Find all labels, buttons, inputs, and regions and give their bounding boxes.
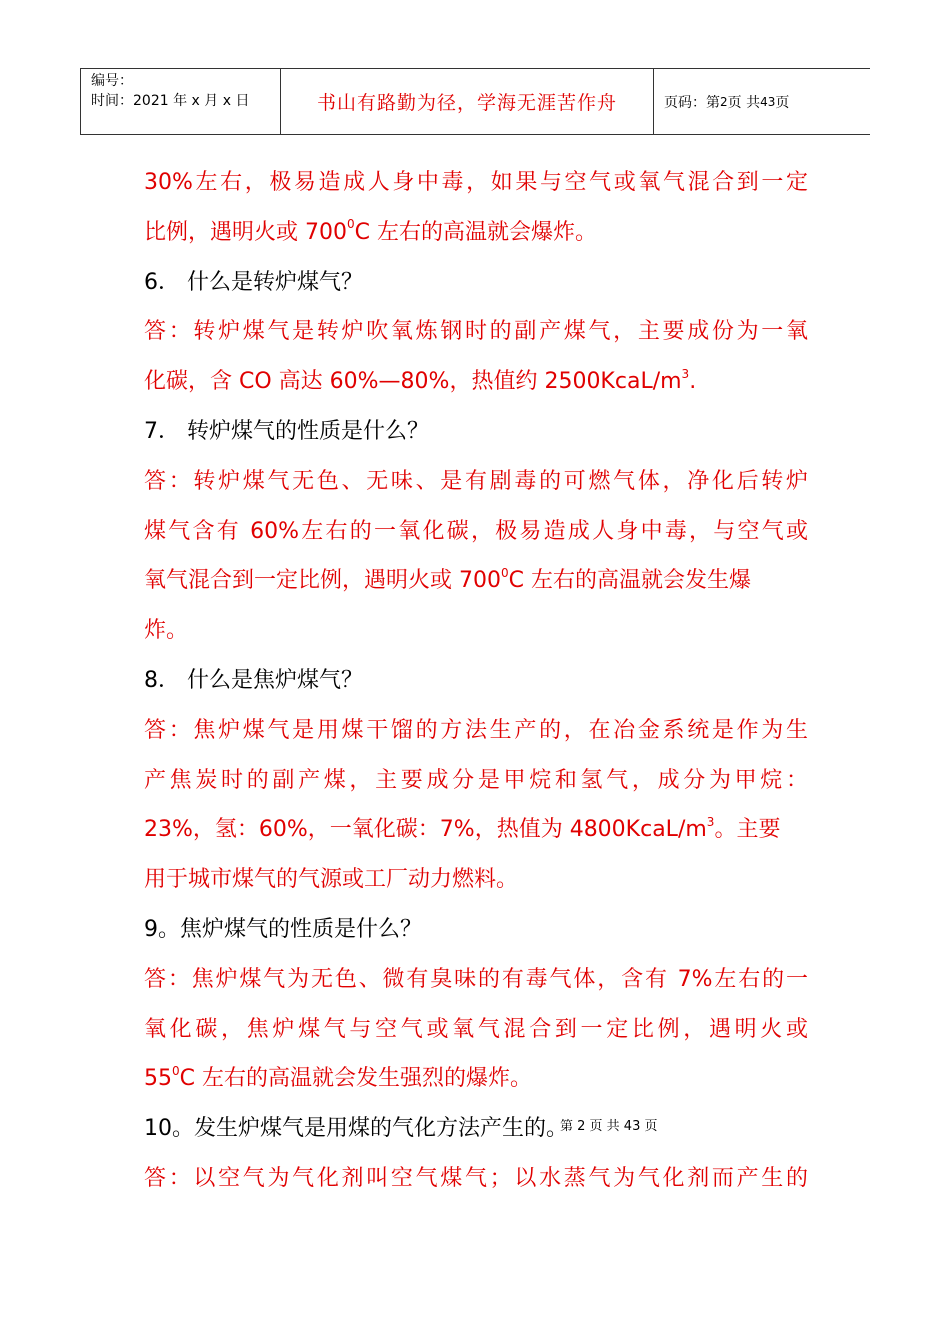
superscript: 0: [172, 1064, 180, 1079]
page-mid: 页 共: [727, 94, 761, 111]
line-text: 。主要: [714, 817, 781, 843]
answer-7-line: 炸。: [144, 618, 189, 644]
line-text: C 左右的高温就会发生爆: [508, 568, 751, 594]
page-end: 页: [775, 94, 790, 111]
question-8: 8． 什么是焦炉煤气？: [144, 667, 363, 693]
superscript: 0: [347, 217, 355, 232]
line-text: 化碳，含 CO 高达 60%—80%，热值约 2500KcaL/m: [144, 369, 682, 395]
line-text: C 左右的高温就会发生强烈的爆炸。: [179, 1066, 532, 1092]
answer-6-line: [144, 357, 808, 407]
header-table: [80, 68, 870, 135]
superscript: 3: [681, 366, 690, 381]
answer-10-line: 答：以空气为气化剂叫空气煤气；以水蒸气为气化剂而产生的: [144, 1165, 808, 1191]
number-label: 编号：: [91, 73, 133, 89]
page-total: 43: [760, 94, 776, 109]
answer-8-line: 用于城市煤气的气源或工厂动力燃料。: [144, 867, 519, 893]
answer-9-line: 答：焦炉煤气为无色、微有臭味的有毒气体，含有 7%左右的一: [144, 966, 808, 992]
line-text: 23%，氢：60%，一氧化碳：7%，热值为 4800KcaL/m: [144, 817, 707, 843]
line-text: .: [689, 369, 697, 395]
time-label: 时间：2021 年 x 月 x 日: [91, 93, 250, 109]
answer-7-line: 答：转炉煤气无色、无味、是有剧毒的可燃气体，净化后转炉: [144, 468, 808, 494]
question-9: 9。焦炉煤气的性质是什么？: [144, 916, 422, 942]
superscript: 0: [501, 566, 509, 581]
line-text: 55: [144, 1066, 172, 1092]
answer-8-line: 答：焦炉煤气是用煤干馏的方法生产的，在冶金系统是作为生: [144, 717, 808, 743]
superscript: 3: [706, 815, 715, 830]
motto-text: 书山有路勤为径，学海无涯苦作舟: [316, 92, 617, 114]
answer-7-line: [144, 556, 808, 606]
answer-8-line: [144, 805, 808, 855]
line-text: 氧气混合到一定比例，遇明火或 700: [144, 568, 501, 594]
answer-6-line: 答：转炉煤气是转炉吹氧炼钢时的副产煤气，主要成份为一氧: [144, 319, 808, 345]
paragraph-line: [144, 208, 808, 258]
header-info-cell: [81, 69, 281, 134]
line-text: 比例，遇明火或 700: [144, 219, 347, 245]
page-label: 页码：第: [664, 94, 720, 111]
answer-9-line: 氧化碳，焦炉煤气与空气或氧气混合到一定比例，遇明火或: [144, 1016, 808, 1042]
header-page-cell: [654, 69, 870, 134]
question-10: 10。发生炉煤气是用煤的气化方法产生的。: [144, 1116, 568, 1142]
question-7: 7． 转炉煤气的性质是什么？: [144, 418, 429, 444]
page-footer: 第 2 页 共 43 页: [560, 1119, 658, 1134]
question-6: 6． 什么是转炉煤气？: [144, 269, 363, 295]
document-body: [144, 158, 808, 1204]
page-current: 2: [720, 94, 728, 109]
header-motto-cell: [281, 69, 654, 134]
answer-8-line: 产焦炭时的副产煤，主要成分是甲烷和氢气，成分为甲烷：: [144, 767, 808, 793]
answer-7-line: 煤气含有 60%左右的一氧化碳，极易造成人身中毒，与空气或: [144, 518, 808, 544]
line-text: C 左右的高温就会爆炸。: [354, 219, 597, 245]
paragraph-line: 30%左右，极易造成人身中毒，如果与空气或氧气混合到一定: [144, 170, 808, 195]
answer-9-line: [144, 1054, 808, 1104]
